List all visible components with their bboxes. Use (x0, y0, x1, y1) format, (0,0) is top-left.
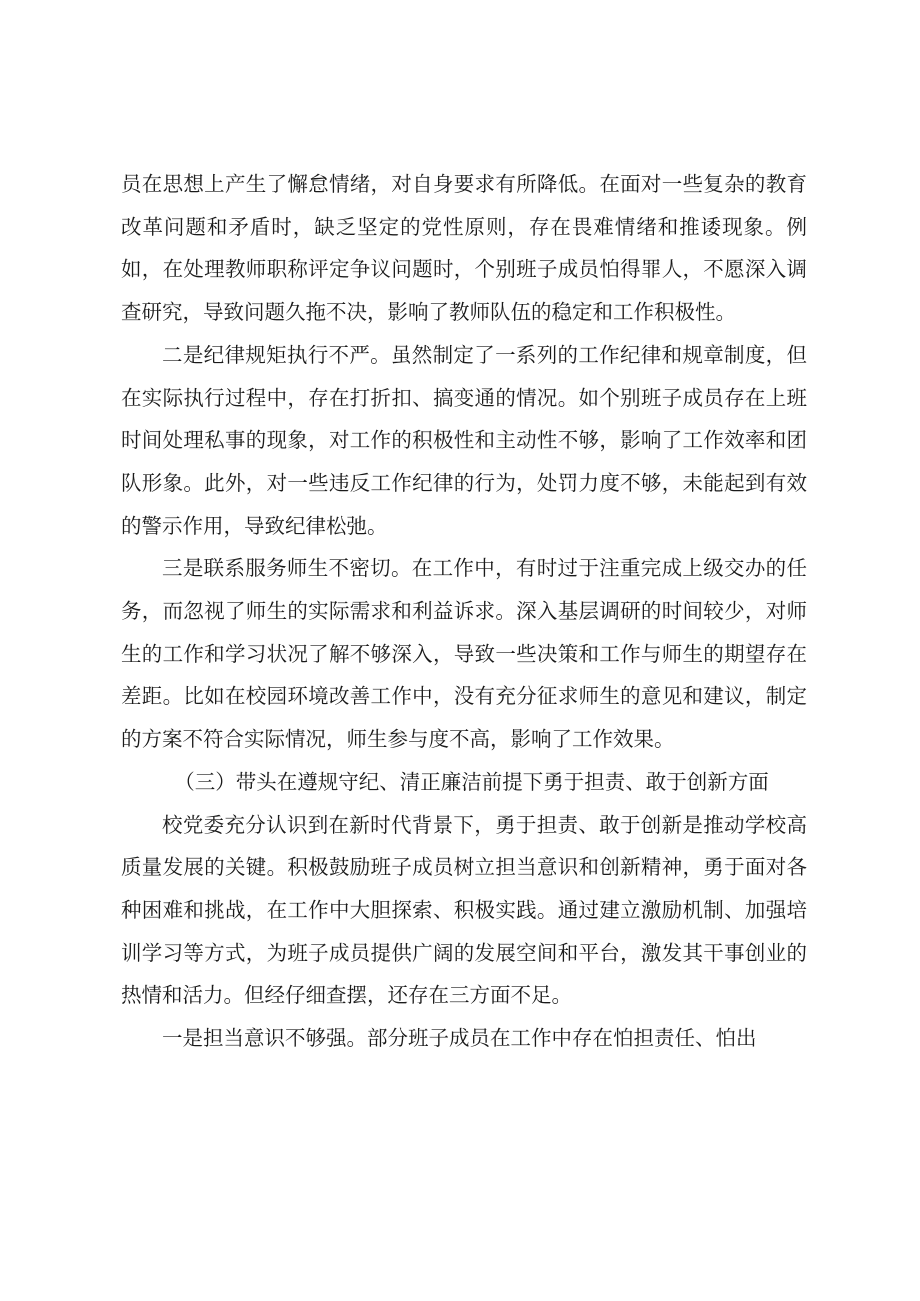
paragraph-discipline: 二是纪律规矩执行不严。虽然制定了一系列的工作纪律和规章制度，但在实际执行过程中，存在打折扣、搞变通的情况。如个别班子成员存在上班时间处理私事的现象，对工作的积极性和主动性不够，影响了工作效率和团队形象。此外，对一些违反工作纪律的行为，处罚力度不够，未能起到有效的警示作用，导致纪律松弛。 (121, 342, 807, 538)
paragraph-accountability: 一是担当意识不够强。部分班子成员在工作中存在怕担责任、怕出 (162, 1026, 757, 1051)
document-body (121, 163, 807, 1060)
paragraph-continued: 员在思想上产生了懈怠情绪，对自身要求有所降低。在面对一些复杂的教育改革问题和矛盾时，缺乏坚定的党性原则，存在畏难情绪和推诿现象。例如，在处理教师职称评定争议问题时，个别班子成员怕得罪人，不愿深入调查研究，导致问题久拖不决，影响了教师队伍的稳定和工作积极性。 (121, 172, 807, 325)
section-heading: （三）带头在遵规守纪、清正廉洁前提下勇于担责、敢于创新方面 (174, 769, 769, 794)
paragraph-responsibility: 校党委充分认识到在新时代背景下，勇于担责、敢于创新是推动学校高质量发展的关键。积极鼓励班子成员树立担当意识和创新精神，勇于面对各种困难和挑战，在工作中大胆探索、积极实践。通过建立激励机制、加强培训学习等方式，为班子成员提供广阔的发展空间和平台，激发其干事创业的热情和活力。但经仔细查摆，还存在三方面不足。 (121, 812, 807, 1008)
paragraph-service: 三是联系服务师生不密切。在工作中，有时过于注重完成上级交办的任务，而忽视了师生的实际需求和利益诉求。深入基层调研的时间较少，对师生的工作和学习状况了解不够深入，导致一些决策和工作与师生的期望存在差距。比如在校园环境改善工作中，没有充分征求师生的意见和建议，制定的方案不符合实际情况，师生参与度不高，影响了工作效果。 (121, 556, 807, 752)
